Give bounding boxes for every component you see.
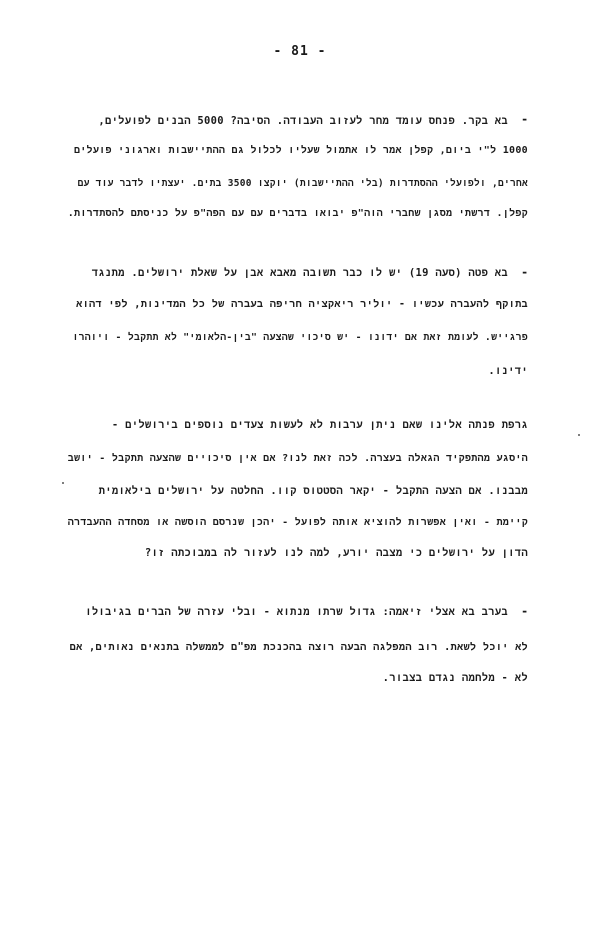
text-line: בא בקר. פנחס עומד מחר לעזוב העבודה. הסיבה? 5000 הבנים לפועלים, bbox=[98, 115, 508, 127]
text-line: בא פטה (סעה 19) יש לו כבר תשובה מאבא אבן על שאלת ירושלים. מתנגד bbox=[91, 267, 508, 279]
text-line: בערב בא אצלי זיאמה: גדול שרתו מנתוא - ובלי עזרה של הברים בגיבולו bbox=[85, 606, 508, 618]
text-line: ידינו. bbox=[488, 365, 528, 377]
text-line: 1000 ל"י ביום, קפלן אמר לו אתמול שעליו לכלול גם ההתיישבות וארגוני פועלים bbox=[73, 145, 528, 156]
text-line: לא - מלחמה נגדם בצבור. bbox=[382, 672, 528, 684]
bullet-dash: - bbox=[521, 112, 529, 126]
scan-speck bbox=[578, 434, 580, 436]
page-number: - 81 - bbox=[273, 44, 327, 59]
text-line: בתוקף להעברה עכשיו - יוליר ריאקציה חריפה בעברה של כל המדינות, לפי דהוא bbox=[76, 298, 528, 310]
text-line: הדון על ירושלים כי מצבה יורע, למה לנו לעזור לה במבוכתה זו? bbox=[144, 547, 528, 559]
text-line: לא יוכל לשאת. רוב המפלגה הבעה רוצה בהכנכת מפ"ם לממשלה בתנאים נאותים, אם bbox=[69, 641, 528, 653]
text-line: פרגייש. לעומת זאת אם ידונו - יש סיכוי שהצעה "בין-הלאומי" לא תתקבל - ויוהרו bbox=[72, 332, 528, 343]
scan-speck bbox=[62, 482, 64, 484]
text-line: היסגע מהתפקיד הגאלה בעצרה. לכה זאת לנו? אם אין סיכויים שהצעה תתקבל - יושב bbox=[67, 453, 528, 464]
text-line: מבבנו. אם הצעה התקבל - יקאר הסטטוס קוו. החלטה על ירושלים בילאומית bbox=[98, 485, 528, 497]
text-line: קפלן. דרשתי מסגן שחברי הוה"פ יבואו בדברים עם עם הפה"פ על כניסתם להסתדרות. bbox=[67, 208, 528, 219]
text-line: קיימת - ואין אפשרות להוציא אותה לפועל - יהכן שנרסם הוסשה או מסחדה ההעבדרה bbox=[67, 517, 528, 528]
text-line: גרפת פנתה אלינו שאם ניתן ערבות לא לעשות צעדים נוספים בירושלים - bbox=[111, 419, 528, 431]
bullet-dash: - bbox=[521, 265, 529, 279]
bullet-dash: - bbox=[521, 604, 529, 618]
text-line: אחרים, ולפועלי ההסתדרות (בלי ההתיישבות) יוקצו 3500 בתים. יעצתיו לדבר עוד עם bbox=[77, 178, 528, 189]
